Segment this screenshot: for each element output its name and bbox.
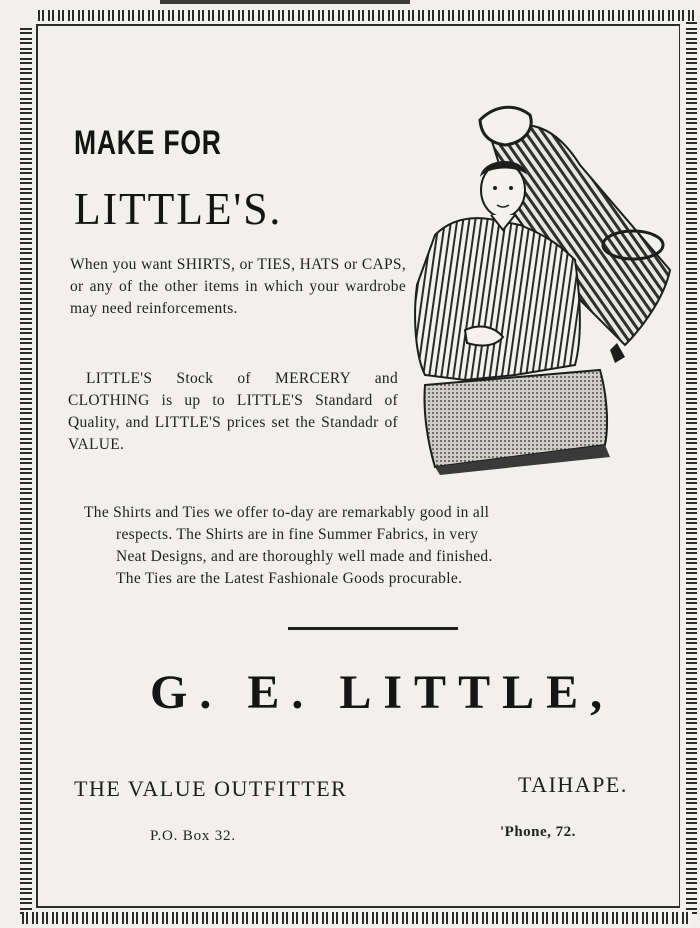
torn-edge	[160, 0, 410, 4]
offer-line: Neat Designs, and are thoroughly well made and finished.	[116, 548, 493, 565]
merchant-tagline: THE VALUE OUTFITTER	[74, 776, 348, 801]
offer-line: respects. The Shirts are in fine Summer Fabrics, in very	[116, 526, 479, 543]
offer-paragraph	[84, 502, 664, 590]
offer-line: The Ties are the Latest Fashionale Goods procurable.	[116, 570, 463, 587]
ornamental-border-top	[38, 10, 694, 21]
headline-littles: LITTLE'S.	[74, 183, 283, 234]
ornamental-border-left	[20, 28, 32, 914]
po-box: P.O. Box 32.	[150, 828, 236, 844]
man-in-striped-shirt-illustration	[395, 95, 675, 475]
headline-make-for: MAKE FOR	[74, 124, 222, 162]
offer-line: The Shirts and Ties we offer to-day are remarkably good in all	[84, 504, 490, 521]
ornamental-border-bottom	[22, 912, 692, 924]
stock-paragraph: LITTLE'S Stock of MERCERY and CLOTHING is up to LITTLE'S Standard of Quality, and LITTLE'S prices set the Standadr of VALUE.	[68, 370, 398, 453]
merchant-name: G. E. LITTLE,	[150, 666, 615, 719]
ornamental-border-right	[686, 22, 697, 914]
merchant-town: TAIHAPE.	[518, 772, 628, 797]
phone-number: 'Phone, 72.	[500, 824, 576, 840]
divider-rule	[288, 627, 458, 630]
intro-paragraph: When you want SHIRTS, or TIES, HATS or CAPS, or any of the other items in which your wardrobe may need reinforcements.	[70, 256, 406, 317]
